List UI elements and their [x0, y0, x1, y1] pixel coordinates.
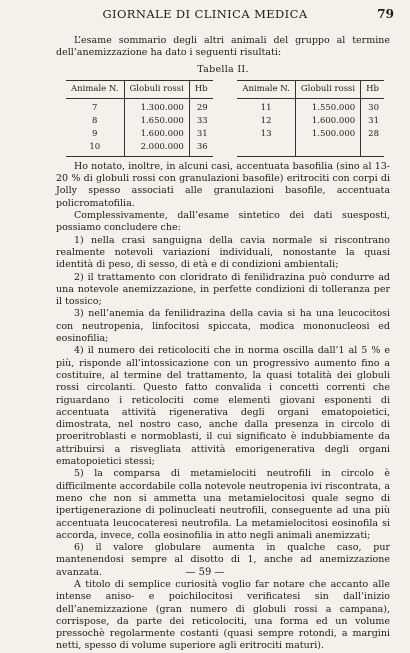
cell-globuli: 1.600.000 — [295, 115, 360, 128]
cell-hb: 33 — [189, 115, 212, 128]
intro-paragraph: L’esame sommario degli altri animali del gruppo al termine dell’anemizzazione ha dato i seguenti risultati: — [56, 35, 390, 59]
col-header-animal: Animale N. — [66, 80, 124, 98]
cell-globuli: 1.600.000 — [124, 128, 189, 141]
table-row — [66, 128, 213, 141]
article-body — [56, 35, 390, 653]
table-row — [237, 141, 384, 157]
table-caption: Tabella II. — [197, 63, 249, 75]
cell-animal: 11 — [260, 102, 272, 113]
cell-animal: 8 — [92, 115, 98, 126]
paragraph-conclusioni: Complessivamente, dall’esame sintetico dei dati suesposti, possiamo concludere che: — [56, 210, 390, 234]
cell-globuli: 1.650.000 — [124, 115, 189, 128]
cell-animal: 13 — [260, 128, 272, 139]
table-row — [237, 115, 384, 128]
cell-globuli: 1.550.000 — [295, 98, 360, 115]
page-footer-number: — 59 — — [185, 567, 225, 578]
paragraph-point-4: 4) il numero dei reticolociti che in norma oscilla dall’1 al 5 % e più, risponde all’intossicazione con un progressivo aumento fino a costituire, al termine del trattamento, la quasi totalità dei globuli rossi circolanti. Questo fatto convalida i concetti correnti che riguardano i reticolociti come elementi giovani esponenti di accentuata attività rigenerativa degli organi ematopoietici, dimostrata, nel nostro caso, anche dalla presenza in circolo di proeritroblasti e normoblasti, il cui significato è indubbiamente da attribuirsi a risvegliata attività emorigenerativa degli organi ematopoietici stessi; — [56, 345, 390, 468]
paragraph-basofilia: Ho notato, inoltre, in alcuni casi, accentuata basofilia (sino al 13-20 % di globuli rossi con granulazioni basofile) eritrociti con corpi di Jolly spesso associati alle granulazioni basofile, accentuata policromatofilia. — [56, 160, 390, 209]
paragraph-point-1: 1) nella crasi sanguigna della cavia normale si riscontrano realmente notevoli variazioni individuali, nonostante la quasi identità di peso, di sesso, di età e di condizioni ambientali; — [56, 234, 390, 271]
paragraph-point-6: 6) il valore globulare aumenta in qualche caso, pur mantenendosi sempre al disotto di 1, anche ad anemizzazione avanzata. — [56, 542, 390, 578]
table-row — [66, 141, 213, 157]
cell-animal: 9 — [92, 128, 98, 139]
journal-title: GIORNALE DI CLINICA MEDICA — [102, 7, 308, 21]
cell-hb: 29 — [189, 98, 212, 115]
col-header-hb: Hb — [189, 80, 212, 98]
cell-hb: 31 — [189, 128, 212, 141]
table-row — [237, 128, 384, 141]
cell-animal: 10 — [66, 141, 124, 157]
data-tables — [66, 80, 384, 157]
paragraph-point-3: 3) nell’anemia da fenilidrazina della cavia si ha una leucocitosi con neutropenia, linfocitosi spiccata, modica mononucleosi ed eosinofilia; — [56, 308, 390, 345]
cell-animal: 7 — [92, 102, 98, 113]
col-header-hb: Hb — [361, 80, 384, 98]
table-left — [66, 80, 213, 157]
running-header — [0, 7, 410, 23]
cell-animal: 12 — [260, 115, 272, 126]
col-header-animal: Animale N. — [237, 80, 295, 98]
table-row — [66, 115, 213, 128]
cell-globuli: 1.500.000 — [295, 128, 360, 141]
paragraph-point-5: 5) la comparsa di metamielociti neutrofili in circolo è difficilmente accordabile colla notevole neutropenia ivi riscontrata, a meno che non si ammetta una metamielocitosi quale segno di ipertigenerazione di polinucleati neutrofili, conseguente ad una più accentuata leucocateresi neutrofila. La metamielocitosi eosinofila si accorda, invece, colla eosinofilia in atto negli animali anemizzati; — [56, 468, 390, 541]
table-right — [237, 80, 384, 157]
cell-globuli: 1.300.000 — [124, 98, 189, 115]
cell-globuli: 2.000.000 — [124, 141, 189, 157]
cell-hb: 31 — [361, 115, 384, 128]
cell-hb: 36 — [189, 141, 212, 157]
page-number: 79 — [377, 7, 394, 21]
table-row — [237, 98, 384, 115]
paragraph-point-2: 2) il trattamento con cloridrato di fenilidrazina può condurre ad una notevole anemizzazione, in perfette condizioni di tolleranza per il tossico; — [56, 271, 390, 308]
paragraph-curiosita: A titolo di semplice curiosità voglio far notare che accanto alle intense aniso- e poichilocitosi verificatesi sin dall’inizio dell’anemizzazione (gran numero di globuli rossi a campana), corrispose, da parte dei reticolociti, una forma ed un volume pressochè regolarmente costanti (quasi sempre rotondi, a margini netti, spesso di volume superiore agli eritrociti maturi). — [56, 578, 390, 652]
col-header-globuli: Globuli rossi — [124, 80, 189, 98]
col-header-globuli: Globuli rossi — [295, 80, 360, 98]
cell-hb: 28 — [361, 128, 384, 141]
cell-hb: 30 — [361, 98, 384, 115]
table-row — [66, 98, 213, 115]
